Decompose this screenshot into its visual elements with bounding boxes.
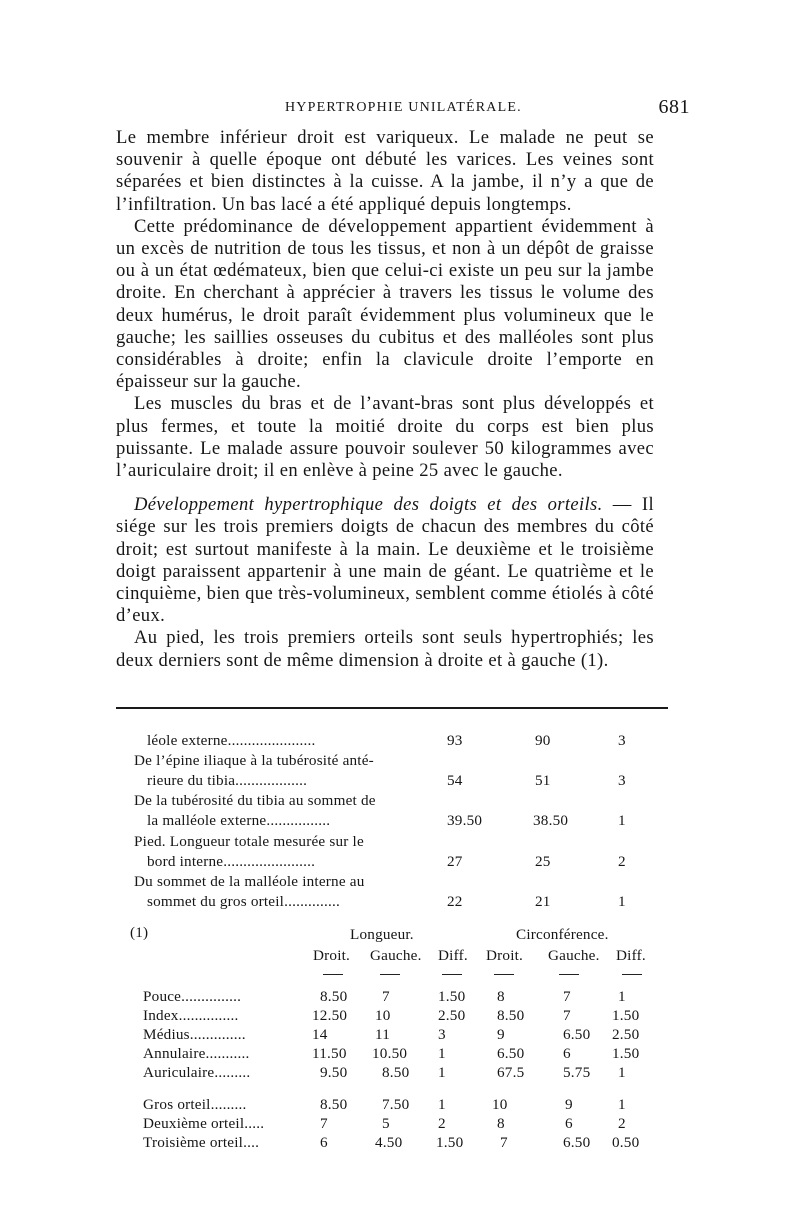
row-value: 6.50 <box>563 1026 591 1043</box>
row-value: 7 <box>563 1007 571 1024</box>
footnote-rule <box>116 707 668 709</box>
column-header: Droit. <box>486 947 524 964</box>
row-value: 8.50 <box>320 1096 348 1113</box>
row-label: Pouce............... <box>143 988 242 1005</box>
row-value: 7 <box>500 1134 508 1151</box>
measure-value: 22 <box>447 893 463 910</box>
measure-label: De la tubérosité du tibia au sommet de <box>134 792 376 809</box>
header-dash <box>494 974 514 975</box>
row-value: 4.50 <box>375 1134 403 1151</box>
paragraph-4-text: — Il siége sur les trois premiers doigts de chacun des membres du côté droit; est surtout manifeste à la main. Le deuxième et le troisième doigt paraissent appartenir à une main de géant. Le quatrième et le cinquième, bien que très-volumineux, semblent comme étiolés à côté d’eux. <box>116 494 654 627</box>
row-value: 1 <box>618 1096 626 1113</box>
row-value: 7 <box>320 1115 328 1132</box>
measure-label: léole externe...................... <box>147 732 316 749</box>
measure-value: 93 <box>447 732 463 749</box>
measure-value: 27 <box>447 853 463 870</box>
measure-value: 90 <box>535 732 551 749</box>
column-header: Diff. <box>438 947 468 964</box>
body-text <box>116 127 654 672</box>
row-value: 6.50 <box>563 1134 591 1151</box>
row-value: 10 <box>375 1007 391 1024</box>
measure-label: Pied. Longueur totale mesurée sur le <box>134 833 364 850</box>
row-value: 11 <box>375 1026 391 1043</box>
row-value: 9 <box>497 1026 505 1043</box>
header-dash <box>442 974 462 975</box>
row-value: 1.50 <box>436 1134 464 1151</box>
paragraph-4 <box>116 494 654 627</box>
row-value: 6 <box>320 1134 328 1151</box>
row-value: 1.50 <box>612 1045 640 1062</box>
measure-value: 39.50 <box>447 812 483 829</box>
paragraph-1: Le membre inférieur droit est variqueux. Le malade ne peut se souvenir à quelle époque ont débuté les varices. Les veines sont séparées et bien distinctes à la cuisse. A la jambe, il n’y a que de l’infiltration. Un bas lacé a été appliqué depuis longtemps. <box>116 127 654 215</box>
measure-label: bord interne....................... <box>147 853 316 870</box>
header-dash <box>622 974 642 975</box>
measure-value: 25 <box>535 853 551 870</box>
row-label: Troisième orteil.... <box>143 1134 260 1151</box>
row-value: 5.75 <box>563 1064 591 1081</box>
footnote-marker: (1) <box>130 924 149 941</box>
row-value: 6.50 <box>497 1045 525 1062</box>
row-value: 7 <box>382 988 390 1005</box>
row-value: 9.50 <box>320 1064 348 1081</box>
row-value: 7 <box>563 988 571 1005</box>
row-value: 8 <box>497 988 505 1005</box>
row-value: 1.50 <box>438 988 466 1005</box>
measure-value: 1 <box>618 893 626 910</box>
column-header: Diff. <box>616 947 646 964</box>
row-value: 12.50 <box>312 1007 348 1024</box>
measure-value: 3 <box>618 772 626 789</box>
section-heading: Développement hypertrophique des doigts et des orteils. <box>134 494 603 516</box>
row-value: 1 <box>618 988 626 1005</box>
column-header: Gauche. <box>370 947 422 964</box>
row-value: 10.50 <box>372 1045 408 1062</box>
measure-value: 3 <box>618 732 626 749</box>
row-value: 8.50 <box>382 1064 410 1081</box>
row-value: 2 <box>618 1115 626 1132</box>
row-value: 8.50 <box>320 988 348 1005</box>
paragraph-2: Cette prédominance de développement appartient évidemment à un excès de nutrition de tous les tissus, et non à un dépôt de graisse ou à un état œdémateux, bien que celui-ci existe un peu sur la jambe droite. En cherchant à apprécier à travers les tissus le volume des deux humérus, le droit paraît évidemment plus volumineux que le gauche; les saillies osseuses du cubitus et des malléoles sont plus considérables à droite; enfin la clavicule droite l’emporte en épaisseur sur la gauche. <box>116 215 654 393</box>
row-value: 7.50 <box>382 1096 410 1113</box>
header-dash <box>323 974 343 975</box>
row-value: 1 <box>438 1064 446 1081</box>
row-value: 2.50 <box>438 1007 466 1024</box>
row-value: 1.50 <box>612 1007 640 1024</box>
measure-value: 2 <box>618 853 626 870</box>
group-header-longueur: Longueur. <box>350 926 414 943</box>
measure-label: rieure du tibia.................. <box>147 772 308 789</box>
row-value: 9 <box>565 1096 573 1113</box>
row-value: 3 <box>438 1026 446 1043</box>
row-label: Index............... <box>143 1007 239 1024</box>
row-value: 1 <box>618 1064 626 1081</box>
row-label: Médius.............. <box>143 1026 246 1043</box>
row-value: 11.50 <box>312 1045 347 1062</box>
row-value: 8 <box>497 1115 505 1132</box>
running-title: HYPERTROPHIE UNILATÉRALE. <box>285 100 522 115</box>
row-value: 6 <box>565 1115 573 1132</box>
row-value: 67.5 <box>497 1064 525 1081</box>
row-value: 2 <box>438 1115 446 1132</box>
paragraph-5: Au pied, les trois premiers orteils sont seuls hypertrophiés; les deux derniers sont de même dimension à droite et à gauche (1). <box>116 627 654 671</box>
group-header-circonference: Circonférence. <box>516 926 609 943</box>
row-value: 14 <box>312 1026 328 1043</box>
column-header: Gauche. <box>548 947 600 964</box>
row-value: 1 <box>438 1096 446 1113</box>
measure-label: De l’épine iliaque à la tubérosité anté- <box>134 752 374 769</box>
row-label: Deuxième orteil..... <box>143 1115 265 1132</box>
column-header: Droit. <box>313 947 351 964</box>
header-dash <box>559 974 579 975</box>
measure-value: 1 <box>618 812 626 829</box>
row-value: 8.50 <box>497 1007 525 1024</box>
row-label: Auriculaire......... <box>143 1064 251 1081</box>
row-label: Annulaire........... <box>143 1045 250 1062</box>
running-header <box>260 96 690 120</box>
page-number: 681 <box>658 96 690 118</box>
row-value: 6 <box>563 1045 571 1062</box>
row-value: 0.50 <box>612 1134 640 1151</box>
measure-label: la malléole externe................ <box>147 812 331 829</box>
measure-label: sommet du gros orteil.............. <box>147 893 341 910</box>
measure-value: 51 <box>535 772 551 789</box>
header-dash <box>380 974 400 975</box>
measure-value: 54 <box>447 772 463 789</box>
row-value: 10 <box>492 1096 508 1113</box>
measure-label: Du sommet de la malléole interne au <box>134 873 365 890</box>
paragraph-3: Les muscles du bras et de l’avant-bras sont plus développés et plus fermes, et toute la moitié droite du corps est bien plus puissante. Le malade assure pouvoir soulever 50 kilogrammes avec l’auriculaire droit; il en enlève à peine 25 avec le gauche. <box>116 393 654 482</box>
row-value: 1 <box>438 1045 446 1062</box>
measure-value: 21 <box>535 893 551 910</box>
row-value: 5 <box>382 1115 390 1132</box>
row-value: 2.50 <box>612 1026 640 1043</box>
measure-value: 38.50 <box>533 812 569 829</box>
row-label: Gros orteil......... <box>143 1096 247 1113</box>
